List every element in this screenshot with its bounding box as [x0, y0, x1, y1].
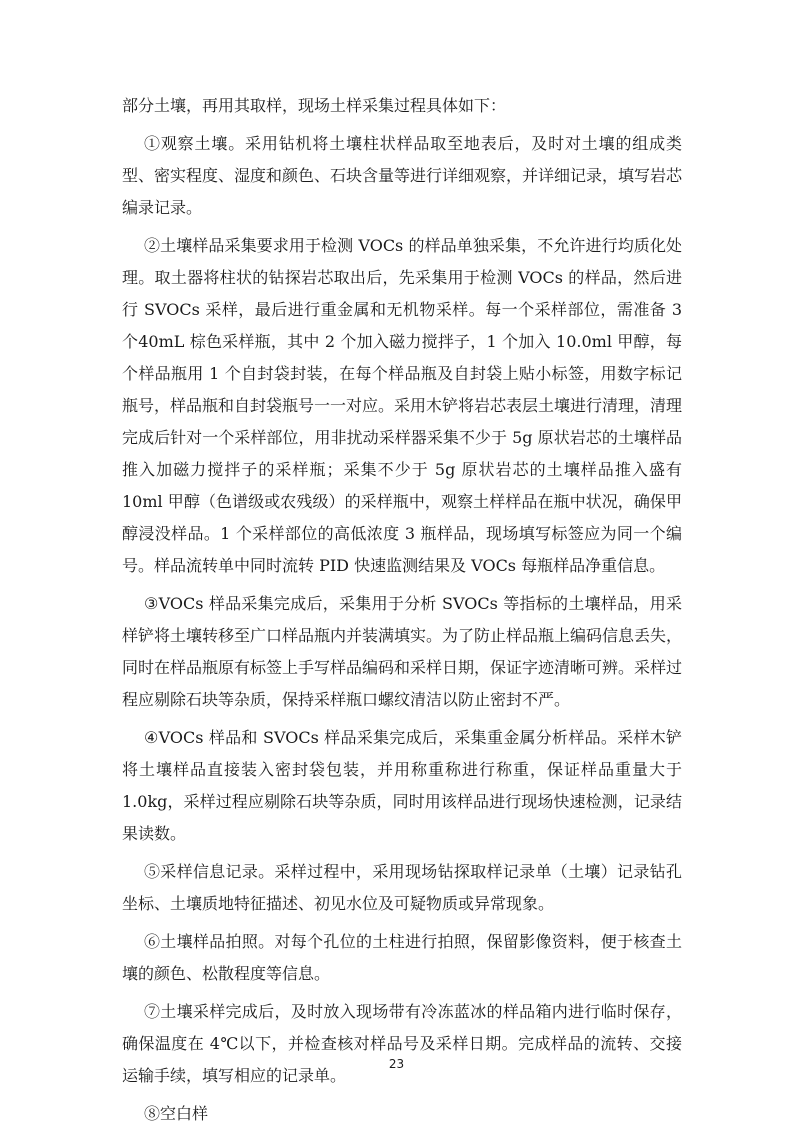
- paragraph-step-6: ⑥土壤样品拍照。对每个孔位的土柱进行拍照，保留影像资料，便于核查土壤的颜色、松散程度等信息。: [122, 932, 682, 983]
- paragraph-step-4: ④VOCs 样品和 SVOCs 样品采集完成后，采集重金属分析样品。采样木铲将土壤样品直接装入密封袋包装，并用称重称进行称重，保证样品重量大于 1.0kg，采样过程应剔除石块等杂质，同时用该样品进行现场快速检测，记录结果读数。: [122, 728, 682, 843]
- body-text: [122, 90, 682, 1136]
- page-number: 23: [388, 1057, 405, 1071]
- paragraph-step-3: ③VOCs 样品采集完成后，采集用于分析 SVOCs 等指标的土壤样品，用采样铲将土壤转移至广口样品瓶内并装满填实。为了防止样品瓶上编码信息丢失，同时在样品瓶原有标签上手写样品编码和采样日期，保证字迹清晰可辨。采样过程应剔除石块等杂质，保持采样瓶口螺纹清洁以防止密封不严。: [122, 594, 683, 709]
- paragraph-step-2: ②土壤样品采集要求用于检测 VOCs 的样品单独采集，不允许进行均质化处理。取土器将柱状的钻探岩芯取出后，先采集用于检测 VOCs 的样品，然后进行 SVOCs 采样，最后进行重金属和无机物采样。每一个采样部位，需准备 3 个40mL 棕色采样瓶，其中 2 个加入磁力搅拌子，1 个加入 10.0ml 甲醇，每个样品瓶用 1 个自封袋封装，在每个样品瓶及自封袋上贴小标签，用数字标记瓶号，样品瓶和自封袋瓶号一一对应。采用木铲将岩芯表层土壤进行清理，清理完成后针对一个采样部位，用非扰动采样器采集不少于 5g 原状岩芯的土壤样品推入加磁力搅拌子的采样瓶；采集不少于 5g 原状岩芯的土壤样品推入盛有 10ml 甲醇（色谱级或农残级）的采样瓶中，观察土样样品在瓶中状况，确保甲醇浸没样品。1 个采样部位的高低浓度 3 瓶样品，现场填写标签应为同一个编号。样品流转单中同时流转 PID 快速监测结果及 VOCs 每瓶样品净重信息。: [122, 236, 683, 575]
- paragraph-step-5: ⑤采样信息记录。采样过程中，采用现场钻探取样记录单（土壤）记录钻孔坐标、土壤质地特征描述、初见水位及可疑物质或异常现象。: [122, 862, 682, 913]
- paragraph-step-8: ⑧空白样: [144, 1104, 209, 1123]
- paragraph-step-1: ①观察土壤。采用钻机将土壤柱状样品取至地表后，及时对土壤的组成类型、密实程度、湿度和颜色、石块含量等进行详细观察，并详细记录，填写岩芯编录记录。: [122, 134, 683, 217]
- paragraph-intro: 部分土壤，再用其取样，现场土样采集过程具体如下：: [122, 96, 507, 115]
- paragraph-step-7: ⑦土壤采样完成后，及时放入现场带有冷冻蓝冰的样品箱内进行临时保存，确保温度在 4℃以下，并检查核对样品号及采样日期。完成样品的流转、交接运输手续，填写相应的记录单。: [122, 1002, 682, 1085]
